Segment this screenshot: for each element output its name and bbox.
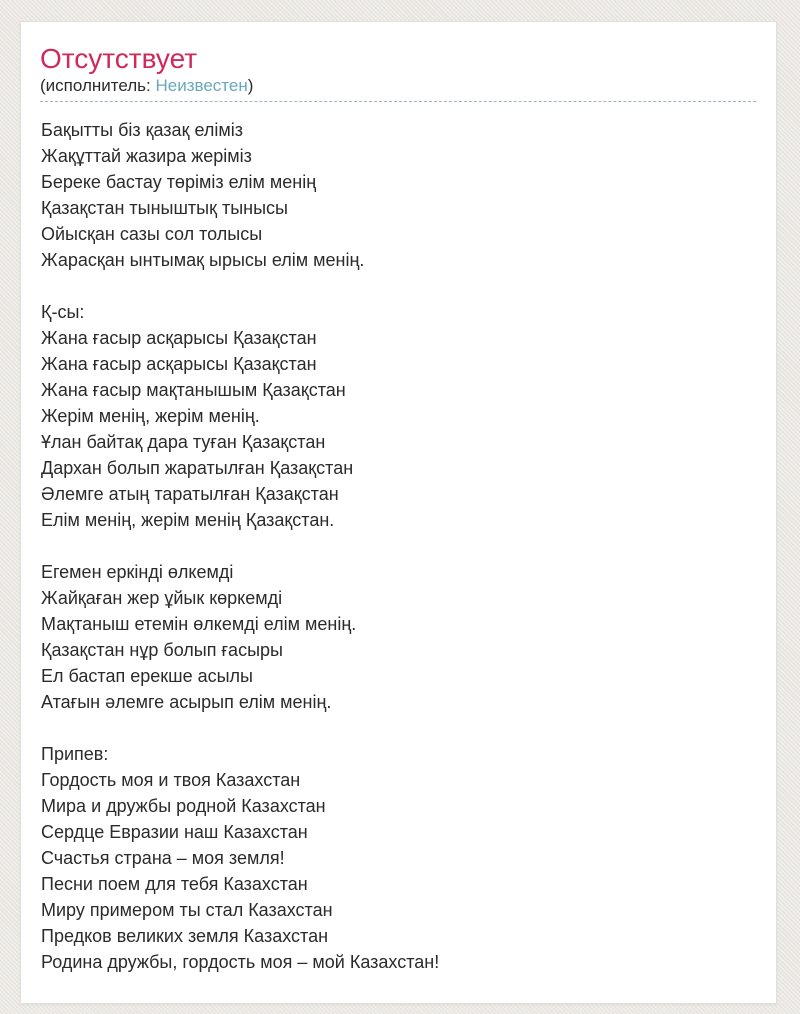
artist-label: (исполнитель: (40, 76, 151, 95)
lyrics-text (40, 117, 756, 975)
song-title: Отсутствует (40, 43, 198, 74)
lyrics-stanza: Припев: Гордость моя и твоя Казахстан Мира и дружбы родной Казахстан Сердце Евразии наш Казахстан Счастья страна – моя земля! Песни поем для тебя Казахстан Миру примером ты стал Казахстан Предков великих земля Казахстан Родина дружбы, гордость моя – мой Казахстан! (41, 744, 440, 972)
artist-line (40, 75, 756, 102)
lyrics-card (20, 21, 777, 1004)
artist-line-suffix: ) (247, 76, 254, 95)
artist-link[interactable]: Неизвестен (155, 76, 248, 95)
lyrics-stanza: Қ-сы: Жана ғасыр асқарысы Қазақстан Жана ғасыр асқарысы Қазақстан Жана ғасыр мақтанышым Қазақстан Жерім менің, жерім менің. Ұлан байтақ дара туған Қазақстан Дархан болып жаратылған Қазақстан Әлемге атың таратылған Қазақстан Елім менің, жерім менің Қазақстан. (41, 302, 354, 530)
lyrics-stanza: Бақытты біз қазақ еліміз Жақұттай жазира жеріміз Береке бастау төріміз елім менің Қазақстан тыныштық тынысы Ойысқан сазы сол толысы Жарасқан ынтымақ ырысы елім менің. (41, 120, 365, 270)
lyrics-stanza: Егемен еркінді өлкемді Жайқаған жер ұйык көркемді Мақтаныш етемін өлкемді елім менің. Қазақстан нұр болып ғасыры Ел бастап ерекше асылы Атағын әлемге асырып елім менің. (41, 562, 357, 712)
